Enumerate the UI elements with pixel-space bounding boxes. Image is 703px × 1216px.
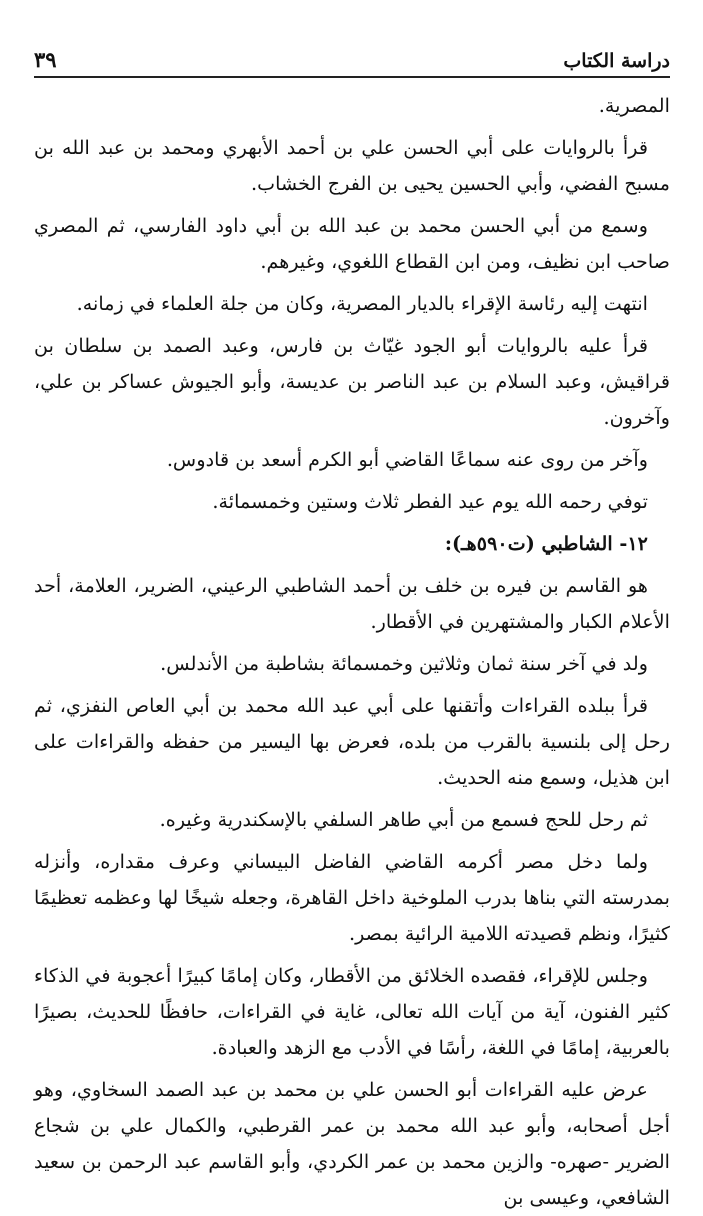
- body-text: [34, 88, 670, 1216]
- paragraph: وجلس للإقراء، فقصده الخلائق من الأقطار، وكان إمامًا كبيرًا أعجوبة في الذكاء كثير الفنون، آية من آيات الله تعالى، غاية في القراءات، حافظًا للحديث، بصيرًا بالعربية، إمامًا في اللغة، رأسًا في الأدب مع الزهد والعبادة.: [34, 964, 670, 1059]
- section-heading: ١٢- الشاطبي (ت٥٩٠هـ):: [444, 532, 648, 555]
- paragraph: ولما دخل مصر أكرمه القاضي الفاضل البيساني وعرف مقداره، وأنزله بمدرسته التي بناها بدرب الملوخية داخل القاهرة، وجعله شيخًا لها وعظمه تعظيمًا كثيرًا، ونظم قصيدته اللامية الرائية بمصر.: [34, 850, 670, 945]
- paragraph: وسمع من أبي الحسن محمد بن عبد الله بن أبي داود الفارسي، ثم المصري صاحب ابن نظيف، ومن ابن القطاع اللغوي، وغيرهم.: [34, 214, 670, 273]
- running-title: دراسة الكتاب: [563, 50, 670, 72]
- paragraph: ولد في آخر سنة ثمان وثلاثين وخمسمائة بشاطبة من الأندلس.: [160, 652, 648, 675]
- paragraph: عرض عليه القراءات أبو الحسن علي بن محمد بن عبد الصمد السخاوي، وهو أجل أصحابه، وأبو عبد الله محمد بن عمر القرطبي، والكمال علي بن شجاع الضرير -صهره- والزين محمد بن عمر الكردي، وأبو القاسم عبد الرحمن بن سعيد الشافعي، وعيسى بن: [34, 1078, 670, 1209]
- paragraph: ثم رحل للحج فسمع من أبي طاهر السلفي بالإسكندرية وغيره.: [159, 808, 648, 831]
- paragraph: هو القاسم بن فيره بن خلف بن أحمد الشاطبي الرعيني، الضرير، العلامة، أحد الأعلام الكبار والمشتهرين في الأقطار.: [34, 574, 670, 633]
- paragraph: توفي رحمه الله يوم عيد الفطر ثلاث وستين وخمسمائة.: [212, 490, 648, 513]
- page-header: [34, 40, 670, 78]
- page-number: ٣٩: [34, 47, 57, 72]
- document-page: [34, 40, 670, 1209]
- paragraph: المصرية.: [598, 94, 670, 117]
- paragraph: قرأ عليه بالروايات أبو الجود غيّاث بن فارس، وعبد الصمد بن سلطان بن قراقيش، وعبد السلام بن عبد الناصر بن عديسة، وأبو الجيوش عساكر بن علي، وآخرون.: [34, 334, 670, 429]
- paragraph: وآخر من روى عنه سماعًا القاضي أبو الكرم أسعد بن قادوس.: [166, 448, 648, 471]
- paragraph: قرأ ببلده القراءات وأتقنها على أبي عبد الله محمد بن أبي العاص النفزي، ثم رحل إلى بلنسية بالقرب من بلده، فعرض بها اليسير من حفظه والقراءات على ابن هذيل، وسمع منه الحديث.: [34, 694, 670, 789]
- paragraph: قرأ بالروايات على أبي الحسن علي بن أحمد الأبهري ومحمد بن عبد الله بن مسبح الفضي، وأبي الحسين يحيى بن الفرج الخشاب.: [34, 136, 670, 195]
- paragraph: انتهت إليه رئاسة الإقراء بالديار المصرية، وكان من جلة العلماء في زمانه.: [76, 292, 648, 315]
